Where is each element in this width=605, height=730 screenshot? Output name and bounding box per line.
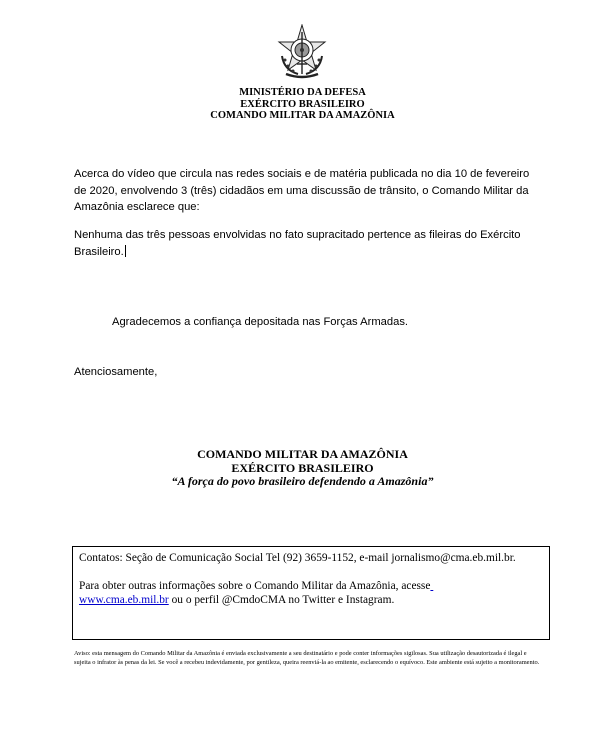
more-info-prefix: Para obter outras informações sobre o Comando Militar da Amazônia, acesse	[79, 580, 431, 592]
contact-more-info	[79, 579, 543, 607]
statement-text: Nenhuma das três pessoas envolvidas no fato supracitado pertence as fileiras do Exército Brasileiro.	[74, 229, 521, 258]
coat-of-arms-icon	[276, 24, 328, 80]
document-header	[0, 87, 605, 122]
paragraph-statement	[74, 227, 536, 260]
website-link[interactable]: www.cma.eb.mil.br	[79, 594, 169, 606]
signature-army: EXÉRCITO BRASILEIRO	[231, 460, 374, 475]
signature-block	[0, 448, 605, 489]
header-command: COMANDO MILITAR DA AMAZÔNIA	[210, 110, 395, 121]
more-info-gap-underline	[430, 580, 433, 592]
contact-box	[72, 546, 550, 640]
signature-command: COMANDO MILITAR DA AMAZÔNIA	[197, 447, 408, 461]
text-cursor	[125, 245, 126, 257]
signature-motto: “A força do povo brasileiro defendendo a Amazônia”	[171, 474, 434, 488]
paragraph-intro: Acerca do vídeo que circula nas redes sociais e de matéria publicada no dia 10 de fevereiro de 2020, envolvendo 3 (três) cidadãos em uma discussão de trânsito, o Comando Militar da Amazônia esclarece que:	[74, 168, 530, 213]
legal-notice: Aviso: esta mensagem do Comando Militar da Amazônia é enviada exclusivamente a seu destinatário e pode conter informações sigilosas. Sua utilização desautorizada é ilegal e sujeita o infrator às penas da lei. Se você a recebeu indevidamente, por gentileza, queira reenviá-la ao emitente, esclarecendo o equívoco. Este ambiente está sujeito a monitoramento.	[74, 650, 540, 666]
contact-info: Contatos: Seção de Comunicação Social Tel (92) 3659-1152, e-mail jornalismo@cma.eb.mil.br.	[79, 552, 516, 564]
paragraph-thanks: Agradecemos a confiança depositada nas Forças Armadas.	[112, 316, 409, 328]
header-army: EXÉRCITO BRASILEIRO	[240, 98, 365, 110]
closing-salutation: Atenciosamente,	[74, 366, 158, 378]
more-info-suffix: ou o perfil @CmdoCMA no Twitter e Instagram.	[168, 594, 395, 606]
header-ministry: MINISTÉRIO DA DEFESA	[239, 87, 366, 98]
